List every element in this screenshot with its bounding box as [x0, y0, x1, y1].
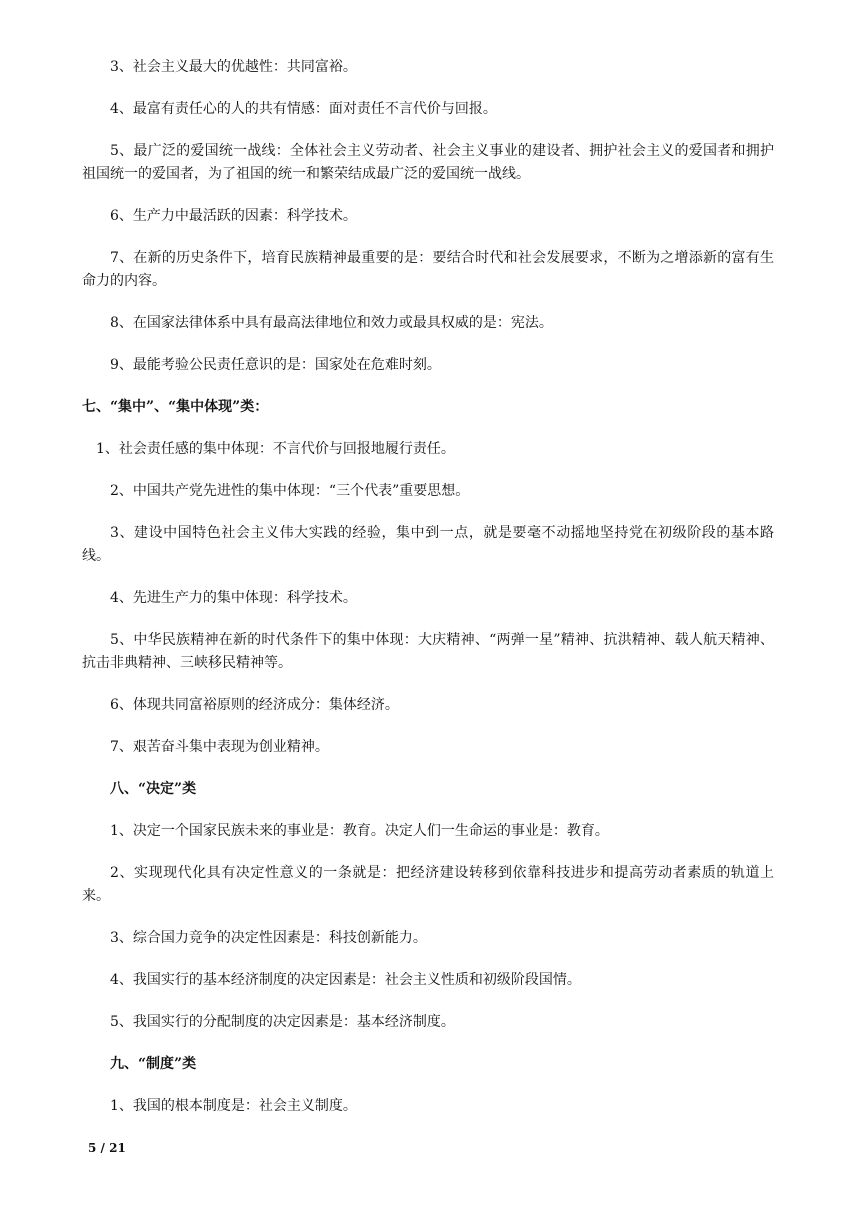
list-item: 1、我国的根本制度是：社会主义制度。: [110, 1098, 357, 1114]
list-item: 4、我国实行的基本经济制度的决定因素是：社会主义性质和初级阶段国情。: [110, 972, 581, 988]
list-item: 1、决定一个国家民族未来的事业是：教育。决定人们一生命运的事业是：教育。: [110, 823, 609, 839]
list-item: 3、建设中国特色社会主义伟大实践的经验，集中到一点，就是要毫不动摇地坚持党在初级阶段的基本路线。: [82, 525, 774, 564]
list-item: 4、先进生产力的集中体现：科学技术。: [110, 590, 357, 606]
document-page: [82, 56, 774, 1137]
list-item: 5、我国实行的分配制度的决定因素是：基本经济制度。: [110, 1014, 455, 1030]
list-item: 3、综合国力竞争的决定性因素是：科技创新能力。: [110, 930, 427, 946]
section-heading-eight: 八、“决定”类: [110, 781, 197, 797]
list-item: 4、最富有责任心的人的共有情感：面对责任不言代价与回报。: [110, 101, 497, 117]
list-item: 9、最能考验公民责任意识的是：国家处在危难时刻。: [110, 357, 441, 373]
list-item: 6、体现共同富裕原则的经济成分：集体经济。: [110, 697, 399, 713]
list-item: 7、艰苦奋斗集中表现为创业精神。: [110, 739, 329, 755]
list-item: 5、中华民族精神在新的时代条件下的集中体现：大庆精神、“两弹一星”精神、抗洪精神、载人航天精神、抗击非典精神、三峡移民精神等。: [82, 632, 774, 671]
list-item: 2、中国共产党先进性的集中体现：“三个代表”重要思想。: [110, 483, 470, 499]
section-heading-seven: 七、“集中”、“集中体现”类：: [82, 399, 269, 415]
list-item: 2、实现现代化具有决定性意义的一条就是：把经济建设转移到依靠科技进步和提高劳动者素质的轨道上来。: [82, 865, 774, 904]
list-item: 5、最广泛的爱国统一战线：全体社会主义劳动者、社会主义事业的建设者、拥护社会主义的爱国者和拥护祖国统一的爱国者，为了祖国的统一和繁荣结成最广泛的爱国统一战线。: [82, 143, 774, 182]
section-heading-nine: 九、“制度”类: [110, 1056, 197, 1072]
list-item: 7、在新的历史条件下，培育民族精神最重要的是：要结合时代和社会发展要求，不断为之增添新的富有生命力的内容。: [82, 250, 774, 289]
list-item: 3、社会主义最大的优越性：共同富裕。: [110, 59, 357, 75]
list-item: 6、生产力中最活跃的因素：科学技术。: [110, 208, 357, 224]
list-item: 1、社会责任感的集中体现：不言代价与回报地履行责任。: [96, 441, 455, 457]
page-number: 5 / 21: [88, 1141, 126, 1155]
list-item: 8、在国家法律体系中具有最高法律地位和效力或最具权威的是：宪法。: [110, 315, 553, 331]
